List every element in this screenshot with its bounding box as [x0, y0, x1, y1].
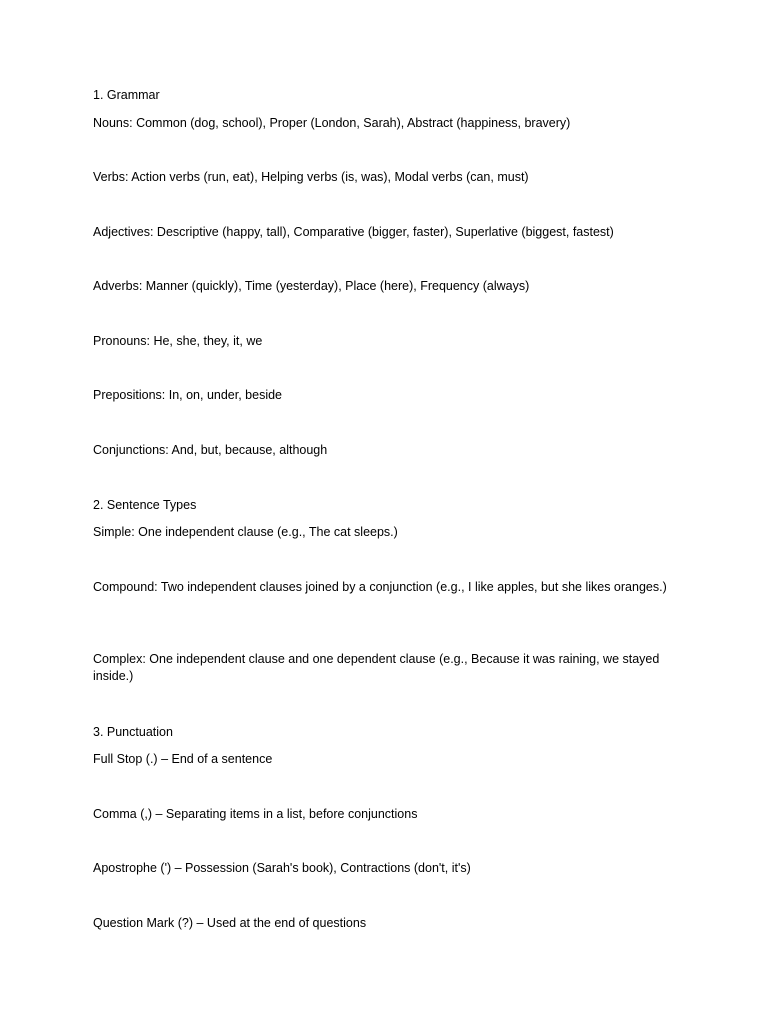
grammar-item-adjectives: Adjectives: Descriptive (happy, tall), Comparative (bigger, faster), Superlative (biggest, fastest) — [93, 225, 614, 239]
section-heading-grammar: 1. Grammar — [93, 88, 160, 102]
sentence-type-complex: Complex: One independent clause and one dependent clause (e.g., Because it was raining, we stayed inside.) — [93, 652, 660, 683]
punctuation-item-full-stop: Full Stop (.) – End of a sentence — [93, 752, 273, 766]
section-heading-punctuation: 3. Punctuation — [93, 725, 173, 739]
punctuation-item-comma: Comma (,) – Separating items in a list, before conjunctions — [93, 807, 418, 821]
grammar-item-pronouns: Pronouns: He, she, they, it, we — [93, 334, 263, 348]
section-heading-sentence-types: 2. Sentence Types — [93, 498, 197, 512]
grammar-item-verbs: Verbs: Action verbs (run, eat), Helping verbs (is, was), Modal verbs (can, must) — [93, 170, 529, 184]
grammar-item-nouns: Nouns: Common (dog, school), Proper (London, Sarah), Abstract (happiness, bravery) — [93, 116, 571, 130]
grammar-item-adverbs: Adverbs: Manner (quickly), Time (yesterday), Place (here), Frequency (always) — [93, 279, 530, 293]
sentence-type-compound: Compound: Two independent clauses joined by a conjunction (e.g., I like apples, but she likes oranges.) — [93, 580, 667, 594]
grammar-item-prepositions: Prepositions: In, on, under, beside — [93, 388, 283, 402]
grammar-item-conjunctions: Conjunctions: And, but, because, although — [93, 443, 328, 457]
punctuation-item-question-mark: Question Mark (?) – Used at the end of questions — [93, 916, 367, 930]
sentence-type-simple: Simple: One independent clause (e.g., The cat sleeps.) — [93, 525, 398, 539]
punctuation-item-apostrophe: Apostrophe (') – Possession (Sarah's book), Contractions (don't, it's) — [93, 861, 471, 875]
